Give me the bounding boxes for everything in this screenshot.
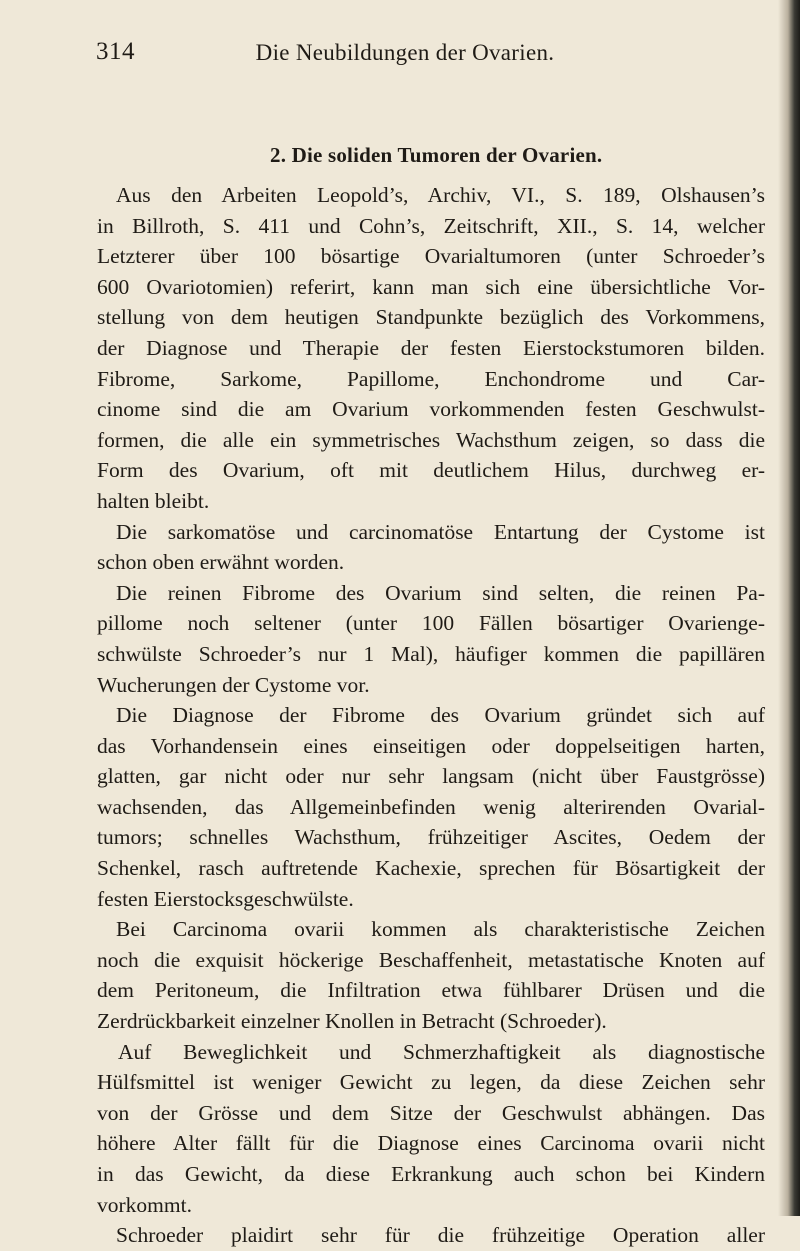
text-line: Hülfsmittel ist weniger Gewicht zu legen, da diese Zeichen sehr: [97, 1070, 765, 1095]
text-line: in Billroth, S. 411 und Cohn’s, Zeitschrift, XII., S. 14, welcher: [97, 213, 765, 238]
text-line: Letzterer über 100 bösartige Ovarialtumoren (unter Schroeder’s: [97, 244, 765, 269]
text-line: höhere Alter fällt für die Diagnose eines Carcinoma ovarii nicht: [97, 1131, 765, 1156]
text-line: von der Grösse und dem Sitze der Geschwulst abhängen. Das: [97, 1100, 765, 1125]
text-line: Wucherungen der Cystome vor.: [97, 672, 370, 697]
text-line: wachsenden, das Allgemeinbefinden wenig alterirenden Ovarial-: [97, 794, 765, 819]
page-edge-shadow: [778, 0, 800, 1216]
text-line: schon oben erwähnt worden.: [97, 550, 345, 575]
text-line: Die sarkomatöse und carcinomatöse Entartung der Cystome ist: [116, 519, 765, 544]
text-line: glatten, gar nicht oder nur sehr langsam (nicht über Faustgrösse): [97, 764, 765, 789]
text-line: Bei Carcinoma ovarii kommen als charakteristische Zeichen: [116, 917, 765, 942]
text-line: pillome noch seltener (unter 100 Fällen bösartiger Ovarienge-: [97, 611, 765, 636]
text-line: tumors; schnelles Wachsthum, frühzeitiger Ascites, Oedem der: [97, 825, 765, 850]
text-line: vorkommt.: [97, 1192, 192, 1217]
body-text: [97, 180, 765, 1251]
text-line: 600 Ovariotomien) referirt, kann man sich eine übersichtliche Vor-: [97, 274, 765, 299]
text-line: Auf Beweglichkeit und Schmerzhaftigkeit als diagnostische: [118, 1039, 765, 1064]
text-line: der Diagnose und Therapie der festen Eierstockstumoren bilden.: [97, 335, 765, 360]
text-line: schwülste Schroeder’s nur 1 Mal), häufiger kommen die papillären: [97, 641, 765, 666]
text-line: noch die exquisit höckerige Beschaffenheit, metastatische Knoten auf: [97, 947, 765, 972]
text-line: halten bleibt.: [97, 488, 210, 513]
page-number: 314: [96, 38, 135, 65]
text-line: festen Eierstocksgeschwülste.: [97, 886, 354, 911]
text-line: Die reinen Fibrome des Ovarium sind selten, die reinen Pa-: [116, 580, 765, 605]
text-line: formen, die alle ein symmetrisches Wachsthum zeigen, so dass die: [97, 427, 765, 452]
text-line: Schenkel, rasch auftretende Kachexie, sprechen für Bösartigkeit der: [97, 856, 765, 881]
text-line: Form des Ovarium, oft mit deutlichem Hilus, durchweg er-: [97, 458, 765, 483]
text-line: dem Peritoneum, die Infiltration etwa fühlbarer Drüsen und die: [97, 978, 765, 1003]
text-line: Schroeder plaidirt sehr für die frühzeitige Operation aller: [116, 1223, 765, 1248]
text-line: Die Diagnose der Fibrome des Ovarium gründet sich auf: [116, 703, 765, 728]
text-line: Zerdrückbarkeit einzelner Knollen in Betracht (Schroeder).: [97, 1009, 607, 1034]
text-line: Fibrome, Sarkome, Papillome, Enchondrome und Car-: [97, 366, 765, 391]
text-line: Aus den Arbeiten Leopold’s, Archiv, VI., S. 189, Olshausen’s: [116, 183, 765, 207]
running-head: Die Neubildungen der Ovarien.: [255, 40, 555, 65]
text-line: cinome sind die am Ovarium vorkommenden festen Geschwulst-: [97, 397, 765, 422]
text-line: in das Gewicht, da diese Erkrankung auch schon bei Kindern: [97, 1162, 765, 1186]
text-line: das Vorhandensein eines einseitigen oder doppelseitigen harten,: [97, 733, 765, 758]
section-title: 2. Die soliden Tumoren der Ovarien.: [270, 143, 603, 167]
text-line: stellung von dem heutigen Standpunkte bezüglich des Vorkommens,: [97, 305, 765, 330]
